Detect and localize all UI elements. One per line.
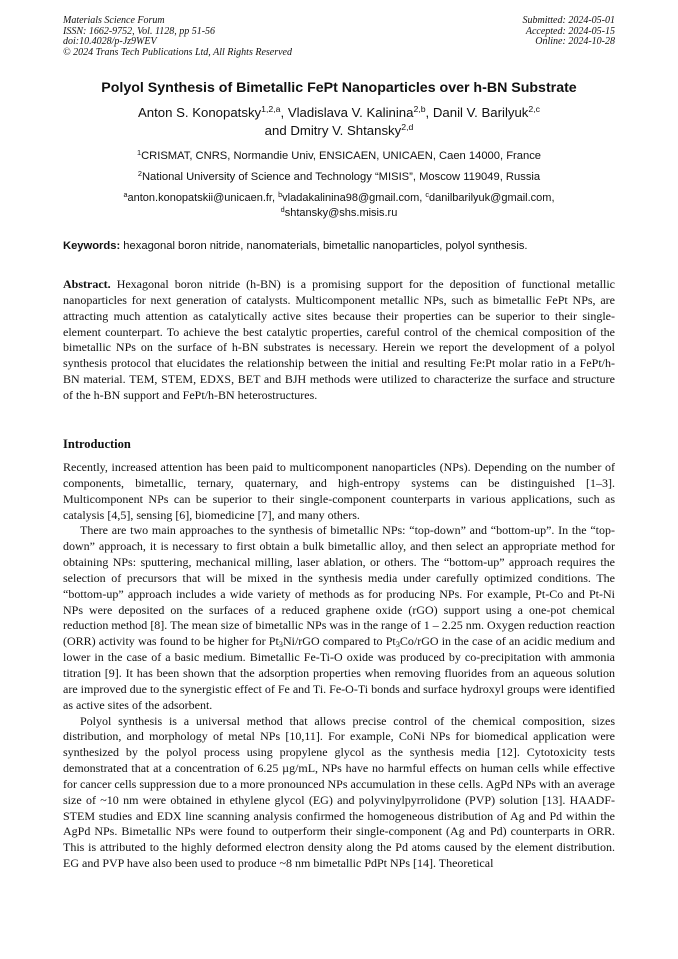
paragraph: There are two main approaches to the synthesis of bimetallic NPs: “top-down” and “bottom-up”. In the “top-down” approach, it is necessary to first obtain a bulk bimetallic alloy, and then select an appropriate method for obtaining NPs: sputtering, mechanical milling, laser ablation, or others. The “bottom-up” approach requires the selection of precursors that will be mixed in the synthesis media under carefully optimized conditions. The “bottom-up” approach includes a wide variety of methods as for producing NPs. For example, Pt-Co and Pt-Ni NPs were deposited on the surfaces of a reduced graphene oxide (rGO) support using a one-pot chemical reduction method [8]. The mean size of bimetallic NPs was in the range of 1 – 2.25 nm. Oxygen reduction reaction (ORR) activity was found to be higher for $Pt_3Ni$/rGO compared to $Pt_3Co$/rGO in the case of an acidic medium and lower in the case of a basic medium. Bimetallic Fe-Ti-O oxide was produced by co-precipitation with ammonia titration [9]. It has been shown that the adsorption properties when removing fluorides from an aqueous solution are improved due to the synergistic effect of Fe and Ti. Fe-O-Ti bonds and surface hydroxyl groups were identified as active sites of the adsorbent. <box>63 523 615 712</box>
author-name: Anton S. Konopatsky <box>137 105 262 120</box>
keywords-text: hexagonal boron nitride, nanomaterials, bimetallic nanoparticles, polyol synthesis. <box>120 240 528 252</box>
section-heading-introduction: Introduction <box>63 437 131 451</box>
journal-name: Materials Science Forum <box>63 15 165 26</box>
affiliation-2: $^2$National University of Science and Technology “MISIS”, Moscow 119049, Russia <box>137 168 541 183</box>
email-link[interactable]: anton.konopatskii@unicaen.fr, <box>127 192 279 204</box>
author-line-2 <box>40 122 638 140</box>
journal-doi: doi:10.4028/p-Jz9WEV <box>63 36 157 48</box>
author-emails <box>40 191 638 220</box>
paragraph: Polyol synthesis is a universal method that allows precise control of the chemical composition, sizes distribution, and morphology of metal NPs [10,11]. For example, CoNi NPs for biomedical application were synthesized by the polyol process using propylene glycol as the synthesis media [12]. Cytotoxicity tests demonstrated that at a concentration of 6.25 µg/mL, NPs have no harmful effects on human cells while effective for cancer cells suppression due to a more pronounced NPs accumulation in these cells. AgPd NPs with an average size of ~10 nm were obtained in ethylene glycol (EG) and polyvinylpyrrolidone (PVP) solution [13]. HAADF-STEM studies and EDX line scanning analysis confirmed the homogeneous distribution of Ag and Pd within the AgPd NPs. Bimetallic NPs were found to outperform their single-component (Ag and Pd) counterparts in ORR. This is attributed to the highly deformed electron density along the Pd atoms caused by the element distribution. EG and PVP have also been used to produce ~8 nm bimetallic PdPt NPs [14]. Theoretical <box>63 713 615 871</box>
author-affil-mark: 2,d <box>401 122 414 133</box>
dates-header <box>523 16 616 48</box>
accepted-date: Accepted: 2024-05-15 <box>525 25 615 37</box>
author-affil-mark: 1,2,a <box>261 104 281 115</box>
keywords-line <box>63 240 623 252</box>
paper-title: Polyol Synthesis of Bimetallic FePt Nanoparticles over h-BN Substrate <box>101 80 577 96</box>
author-affil-mark: 2,b <box>413 104 426 115</box>
author-line-1: Anton S. Konopatsky$^{1,2,a}$, Vladislava V. Kalinina$^{2,b}$, Danil V. Barilyuk$^{2,c}$ <box>137 104 541 120</box>
author-name: Danil V. Barilyuk <box>432 105 529 120</box>
keywords-label: Keywords: <box>63 240 121 252</box>
abstract <box>63 277 615 404</box>
introduction-body <box>63 460 615 872</box>
email-link[interactable]: shtansky@shs.misis.ru <box>284 206 398 219</box>
author-list <box>40 104 638 140</box>
abstract-text: Hexagonal boron nitride (h-BN) is a promising support for the deposition of functional metallic nanoparticles for next generation of catalysts. Multicomponent metallic NPs, such as bimetallic FePt NPs, are attracting much attention as catalytically active sites because their properties can be superior to their single-element counterpart. To achieve the best catalytic properties, careful control of the chemical composition of the bimetallic NPs on the surface of h-BN substrates is necessary. Herein we report the development of a polyol synthesis protocol that elucidates the relationship between the initial and resulting Fe:Pt molar ratio in a FePt/h-BN material. TEM, STEM, EDXS, BET and BJH methods were utilized to characterize the surface and structure of the h-BN support and FePt/h-BN heterostructures. <box>63 277 615 402</box>
paragraph: Recently, increased attention has been paid to multicomponent nanoparticles (NPs). Depending on the number of components, bimetallic, ternary, quaternary, and high-entropy systems can be distinguished [1–3]. Multicomponent NPs can be superior to their single-component counterparts in various applications, such as catalysis [4,5], sensing [6], biomedicine [7], and many others. <box>63 460 615 522</box>
affiliation-1: $^1$CRISMAT, CNRS, Normandie Univ, ENSICAEN, UNICAEN, Caen 14000, France <box>136 147 542 162</box>
submitted-date: Submitted: 2024-05-01 <box>522 15 615 26</box>
journal-header <box>63 16 292 58</box>
journal-issn: ISSN: 1662-9752, Vol. 1128, pp 51-56 <box>63 25 216 37</box>
email-link[interactable]: danilbarilyuk@gmail.com, <box>429 192 555 204</box>
online-date: Online: 2024-10-28 <box>535 36 615 48</box>
email-link[interactable]: vladakalinina98@gmail.com, <box>282 192 426 204</box>
author-name: and Dmitry V. Shtansky <box>264 123 402 138</box>
abstract-label: Abstract. <box>63 277 111 291</box>
email-line-2: $^d$shtansky@shs.misis.ru <box>280 204 398 219</box>
email-line-1: $^a$anton.konopatskii@unicaen.fr, $^b$vladakalinina98@gmail.com, $^c$danilbarilyuk@gmail.com, <box>123 190 555 204</box>
author-affil-mark: 2,c <box>528 104 541 115</box>
journal-copyright: © 2024 Trans Tech Publications Ltd, All Rights Reserved <box>63 46 292 58</box>
author-name: Vladislava V. Kalinina <box>287 105 414 120</box>
